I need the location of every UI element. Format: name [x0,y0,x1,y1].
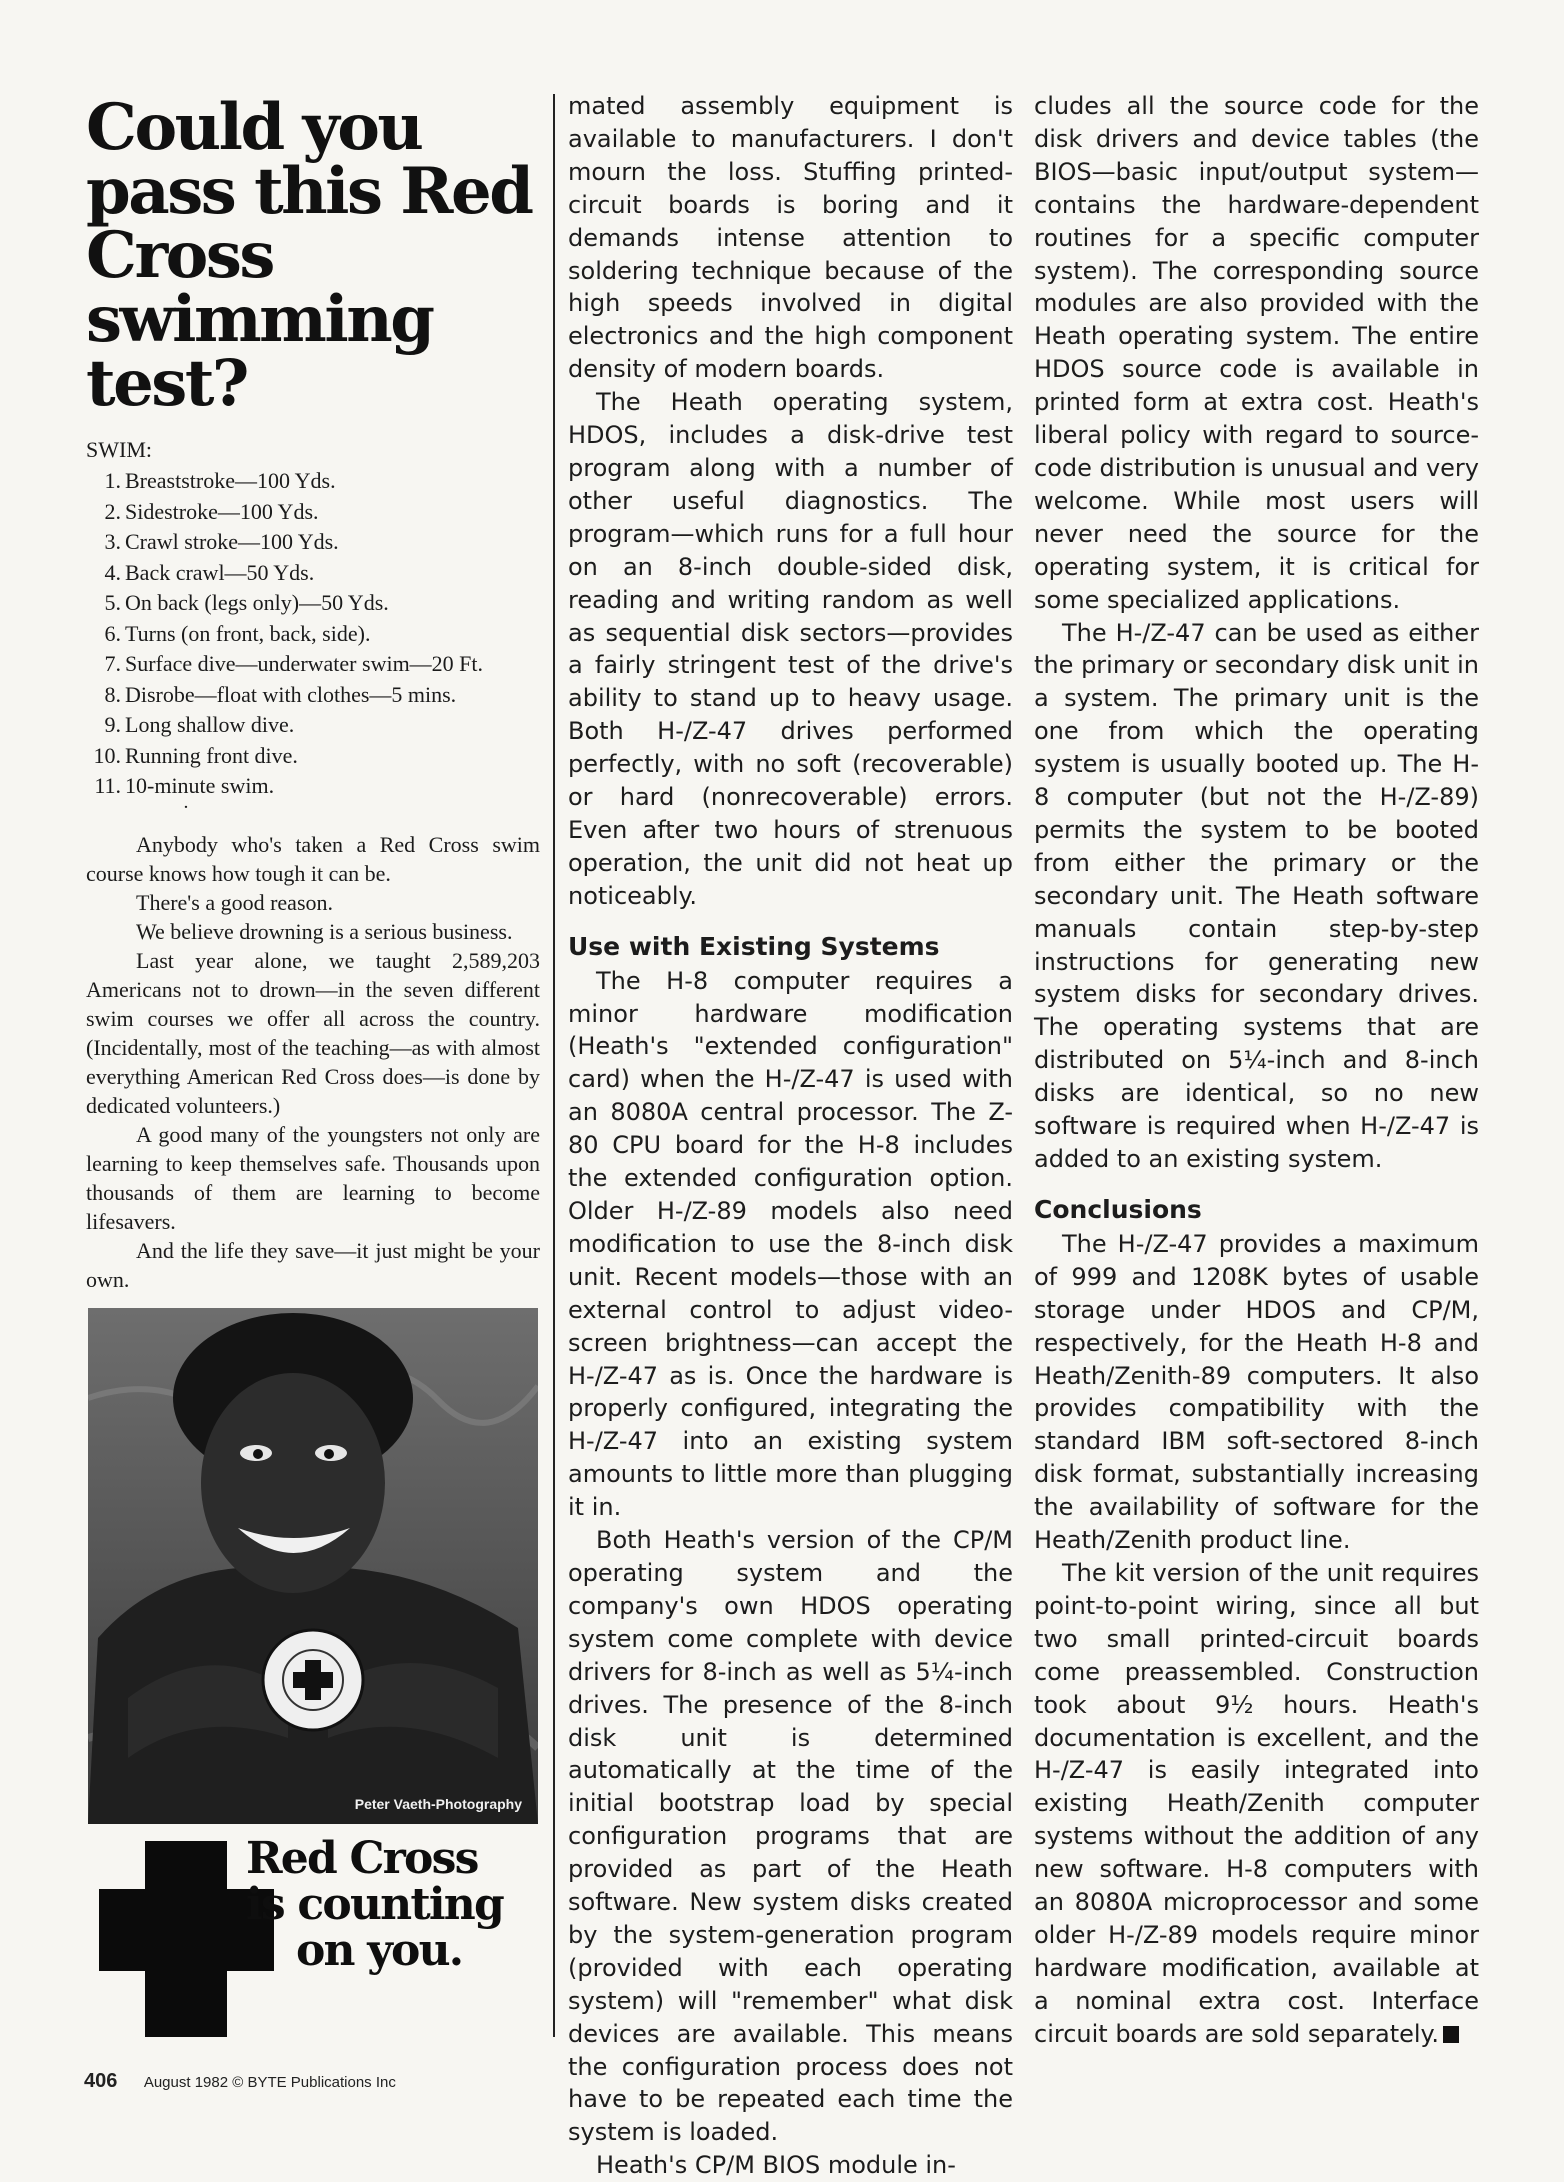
list-item: 9. Long shallow dive. [104,712,295,737]
final-paragraph-text: The kit version of the unit requires point-to-point wiring, since all but two small printed-circuit boards come preassembled. Construction took about 9½ hours. Heath's documentation is excellent, and the H-/Z-47 is easily integrated into existing Heath/Zenith computer systems without the addition of any new software. H-8 computers with an 8080A microprocessor and some older H-/Z-89 models require minor hardware modification, available at a nominal extra cost. Interface circuit boards are sold separately. [1034,1558,1479,2048]
ad-paragraph: Last year alone, we taught 2,589,203 Americans not to drown—in the seven different swim courses we offer all across the country. (Incidentally, most of the teaching—as with almost everything American Red Cross does—is done by dedicated volunteers.) [86,947,540,1118]
article-paragraph: mated assembly equipment is available to manufacturers. I don't mourn the loss. Stuffing printed-circuit boards is boring and it demands intense attention to soldering technique because of the high speeds involved in digital electronics and the high component density of modern boards. [568,92,1013,384]
ad-body-copy [86,830,540,1294]
end-mark-icon [1443,2026,1459,2043]
article-paragraph: cludes all the source code for the disk drivers and device tables (the BIOS—basic input/output system—contains the hardware-dependent routines for a specific computer system). The corresponding source modules are also provided with the Heath operating system. The entire HDOS source code is available in printed form at extra cost. Heath's liberal policy with regard to source-code distribution is unusual and very welcome. While most users will never need the source for the operating system, it is critical for some specialized applications. [1034,92,1479,614]
swim-test-list [86,466,540,802]
swimmer-illustration [88,1308,538,1824]
article-paragraph: The H-/Z-47 provides a maximum of 999 and 1208K bytes of usable storage under HDOS and CP/M, respectively, for the Heath H-8 and Heath/Zenith-89 computers. It also provides compatibility with the standard IBM soft-sectored 8-inch disk format, substantially increasing the availability of software for the Heath/Zenith product line. [1034,1229,1479,1555]
page-footer [84,2070,396,2093]
slogan-line: is counting [246,1879,503,1930]
list-item: 6. Turns (on front, back, side). [104,620,371,646]
swim-label: SWIM: [86,437,152,462]
article-paragraph: Both Heath's version of the CP/M operating system and the company's own HDOS operating system come complete with device drivers for 8-inch as well as 5¼-inch drives. The presence of the 8-inch disk unit is determined automatically at the time of the initial bootstrap load by special configuration programs that are provided as part of the Heath software. New system disks created by the system-generation program (provided with each operating system) will "remember" what disk devices are available. This means the configuration process does not have to be repeated each time the system is loaded. [568,1526,1013,2147]
ad-paragraph: A good many of the youngsters not only are learning to keep themselves safe. Thousands upon thousands of them are learning to become lifesavers. [86,1121,540,1234]
list-item: 4. Back crawl—50 Yds. [104,559,315,585]
article-paragraph: Heath's CP/M BIOS module in- [596,2151,956,2180]
article-paragraph: The H-/Z-47 can be used as either the primary or secondary disk unit in a system. The primary unit is the one from which the operating system is usually booted up. The H-8 computer (but not the H-/Z-89) permits the system to be booted from either the primary or the secondary unit. The Heath software manuals contain step-by-step instructions for generating new system disks for secondary drives. The operating systems that are distributed on 5¼-inch and 8-inch disks are identical, so no new software is required when H-/Z-47 is added to an existing system. [1034,618,1479,1173]
ad-paragraph: We believe drowning is a serious business. [136,918,513,944]
list-item: 3. Crawl stroke—100 Yds. [104,529,339,554]
list-item: 1. Breaststroke—100 Yds. [104,468,336,493]
ad-slogan [246,1833,546,1976]
list-item: 8. Disrobe—float with clothes—5 mins. [104,681,457,707]
ad-paragraph: There's a good reason. [136,889,334,915]
publication-info: August 1982 © BYTE Publications Inc [143,2074,396,2091]
slogan-line: on you. [296,1925,463,1976]
ad-paragraph: Anybody who's taken a Red Cross swim course knows how tough it can be. [86,831,540,886]
article-column-3 [1034,90,1479,2051]
page-number: 406 [84,2070,118,2092]
red-cross-ad [86,90,540,1294]
list-item: 7. Surface dive—underwater swim—20 Ft. [104,651,484,676]
article-column-2 [568,90,1013,2182]
list-item: 5. On back (legs only)—50 Yds. [104,590,389,615]
list-item: 2. Sidestroke—100 Yds. [104,498,319,524]
column-divider [553,94,555,2037]
swimmer-photo [88,1308,538,1824]
article-paragraph [1034,1557,1479,2051]
list-item: 10. Running front dive. [93,742,298,768]
section-heading-conclusions: Conclusions [1034,1194,1202,1224]
ad-headline: Could you pass this Red Cross swimming test? [86,90,532,421]
ad-paragraph: And the life they save—it just might be your own. [86,1237,540,1292]
bullet-dot: · [183,796,189,818]
slogan-line: Red Cross [246,1833,478,1884]
photo-credit: Peter Vaeth-Photography [354,1796,522,1812]
list-item: 11. 10-minute swim. [94,773,275,798]
article-paragraph: The Heath operating system, HDOS, includes a disk-drive test program along with a number of other useful diagnostics. The program—which runs for a full hour on an 8-inch double-sided disk, reading and writing random as well as sequential disk sectors—provides a fairly stringent test of the drive's ability to stand up to heavy usage. Both H-/Z-47 drives performed perfectly, with no soft (recoverable) or hard (nonrecoverable) errors. Even after two hours of strenuous operation, the unit did not heat up noticeably. [568,388,1013,910]
section-heading-existing-systems: Use with Existing Systems [568,931,940,961]
article-paragraph: The H-8 computer requires a minor hardware modification (Heath's "extended configuration" card) when the H-/Z-47 is used with an 8080A central processor. The Z-80 CPU board for the H-8 includes the extended configuration option. Older H-/Z-89 models also need modification to use the 8-inch disk unit. Recent models—those with an external control to adjust video-screen brightness—can accept the H-/Z-47 as is. Once the hardware is properly configured, integrating the H-/Z-47 into an existing system amounts to little more than plugging it in. [568,966,1013,1522]
